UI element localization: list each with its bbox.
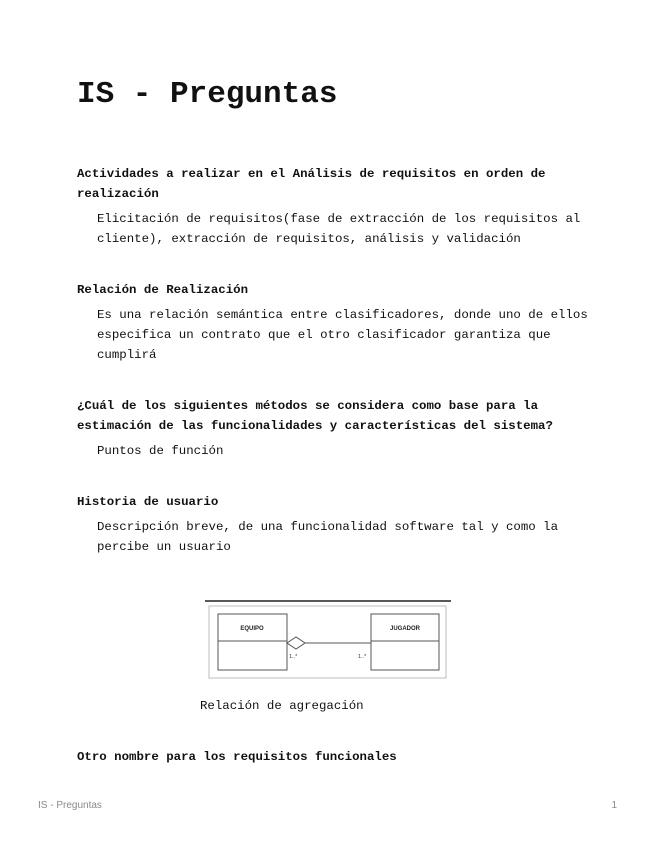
right-multiplicity: 1..* <box>358 654 367 660</box>
left-multiplicity: 1..* <box>289 654 298 660</box>
qa-item <box>77 164 597 249</box>
answer-text: Puntos de función <box>97 444 224 458</box>
question-text: Relación de Realización <box>77 283 249 297</box>
equipo-class-box <box>218 614 287 670</box>
page-number: 1 <box>611 800 617 811</box>
question-text: Otro nombre para los requisitos funcionales <box>77 750 397 764</box>
figure-caption: Relación de agregación <box>200 699 364 713</box>
footer-title: IS - Preguntas <box>38 800 102 811</box>
qa-item <box>77 492 597 557</box>
qa-item <box>77 280 597 365</box>
equipo-class-name: EQUIPO <box>240 626 264 632</box>
qa-item <box>77 747 597 767</box>
jugador-class-box <box>371 614 439 670</box>
question-text: ¿Cuál de los siguientes métodos se considera como base para la estimación de las funcionalidades y características del sistema? <box>77 399 553 433</box>
aggregation-diagram <box>205 600 452 680</box>
answer-text: Descripción breve, de una funcionalidad software tal y como la percibe un usuario <box>97 520 559 554</box>
question-text: Historia de usuario <box>77 495 219 509</box>
page-title: IS - Preguntas <box>77 77 338 112</box>
answer-text: Elicitación de requisitos(fase de extracción de los requisitos al cliente), extracción de requisitos, análisis y validación <box>97 212 581 246</box>
answer-text: Es una relación semántica entre clasificadores, donde uno de ellos especifica un contrato que el otro clasificador garantiza que cumplirá <box>97 308 588 362</box>
jugador-class-name: JUGADOR <box>389 626 421 632</box>
question-text: Actividades a realizar en el Análisis de requisitos en orden de realización <box>77 167 546 201</box>
qa-item <box>77 396 597 461</box>
